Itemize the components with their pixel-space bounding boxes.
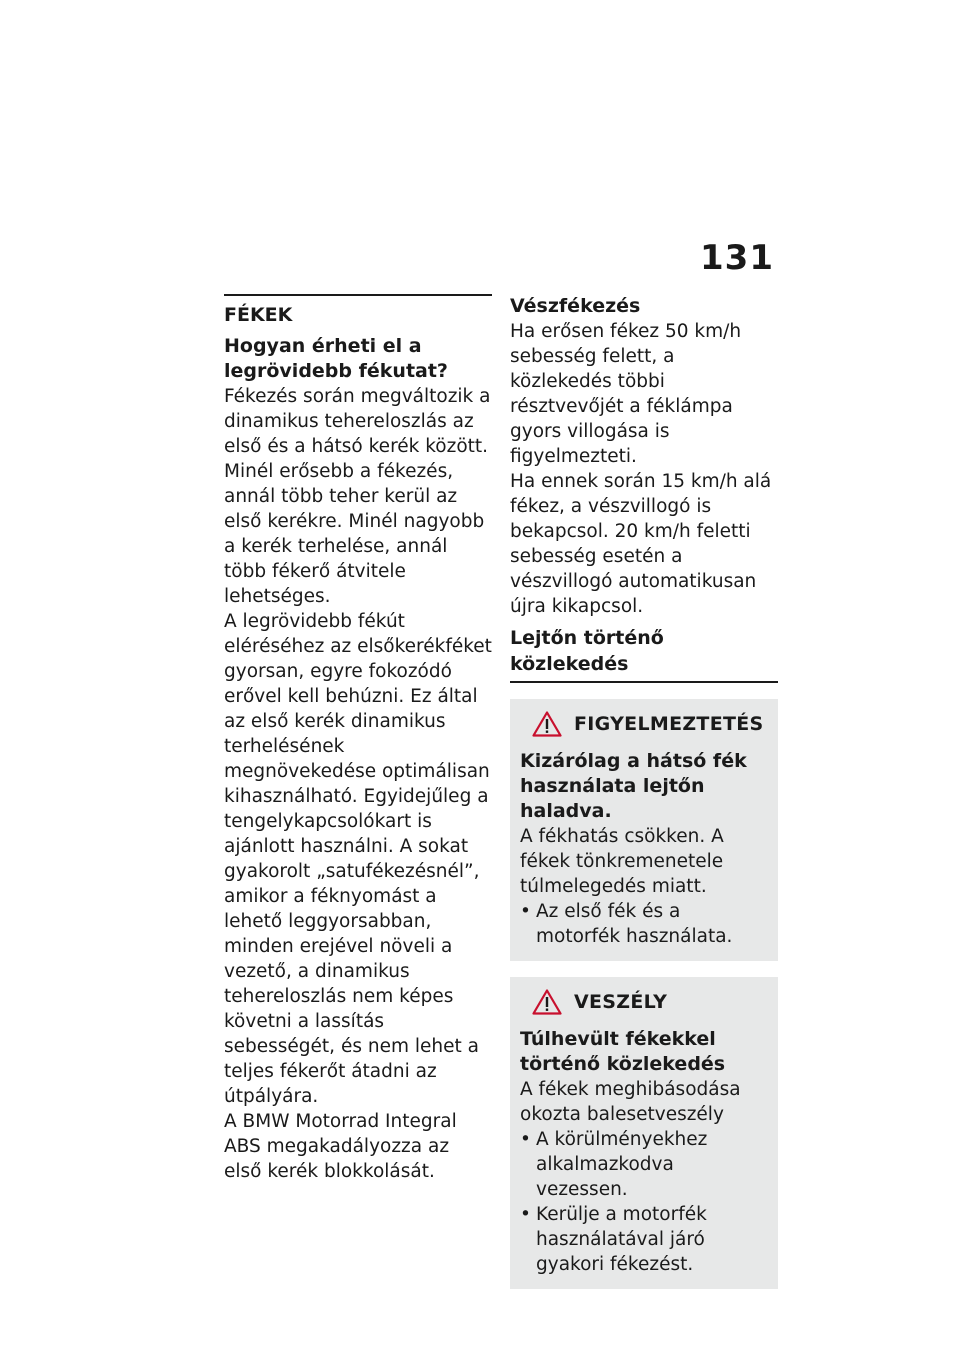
emergency-paragraph-2: Ha ennek során 15 km/h alá fékez, a vészvillogó is bekapcsol. 20 km/h feletti sebesség esetén a vészvillogó automatikusan újra kikapcsol. xyxy=(510,471,772,617)
paragraph-2: A legrövidebb fékút eléréséhez az elsőkerékféket gyorsan, egyre fokozódó erővel kell behúzni. Ez által az első kerék dinamikus terhelésének megnövekedése optimálisan kihasználható. Egyidejűleg a tengelykapcsolókart is ajánlott használni. A sokat gyakorolt „satufékezésnél”, amikor a féknyomást a lehető leggyorsabban, minden erejével növeli a vezető, a dinamikus tehereloszlás nem képes követni a lassítás sebességét, és nem lehet a teljes fékerőt átadni az útpályára. xyxy=(224,611,492,1107)
warning-title: FIGYELMEZTETÉS xyxy=(574,713,764,735)
downhill-heading: Lejtőn történő közlekedés xyxy=(510,625,778,683)
warning-header xyxy=(520,711,768,737)
emergency-paragraph-1: Ha erősen fékez 50 km/h sebesség felett, a közlekedés többi résztvevőjét a féklámpa gyors villogása is figyelmezteti. xyxy=(510,321,742,467)
page-number: 131 xyxy=(700,238,774,278)
list-item: • Kerülje a motorfék használatával járó gyakori fékezést. xyxy=(520,1202,768,1277)
list-item: • A körülményekhez alkalmazkodva vezessen. xyxy=(520,1127,768,1202)
warning-text: A fékhatás csökken. A fékek tönkremenetele túlmelegedés miatt. xyxy=(520,826,724,897)
warning-triangle-icon xyxy=(532,711,562,737)
warning-bullets xyxy=(520,899,768,949)
right-column xyxy=(510,294,778,1289)
list-item: • Az első fék és a motorfék használata. xyxy=(520,899,768,949)
section-title: FÉKEK xyxy=(224,304,293,326)
paragraph-1: Fékezés során megváltozik a dinamikus tehereloszlás az első és a hátsó kerék között. Minél erősebb a fékezés, annál több teher kerül az első kerékre. Minél nagyobb a kerék terhelése, annál több fékerő átvitele lehetséges. xyxy=(224,386,491,607)
paragraph-3: A BMW Motorrad Integral ABS megakadályozza az első kerék blokkolását. xyxy=(224,1111,457,1182)
danger-title: VESZÉLY xyxy=(574,991,668,1013)
section-rule xyxy=(224,294,492,296)
shortest-braking-heading: Hogyan érheti el a legrövidebb fékutat? xyxy=(224,335,448,382)
left-column xyxy=(224,294,492,1184)
warning-box xyxy=(510,699,778,961)
danger-lead: Túlhevült fékekkel történő közlekedés xyxy=(520,1028,726,1075)
danger-header xyxy=(520,989,768,1015)
emergency-braking-heading: Vészfékezés xyxy=(510,295,641,317)
warning-triangle-icon xyxy=(532,989,562,1015)
warning-lead: Kizárólag a hátsó fék használata lejtőn haladva. xyxy=(520,750,747,822)
danger-bullets xyxy=(520,1127,768,1277)
danger-box xyxy=(510,977,778,1289)
danger-text: A fékek meghibásodása okozta balesetveszély xyxy=(520,1079,741,1125)
